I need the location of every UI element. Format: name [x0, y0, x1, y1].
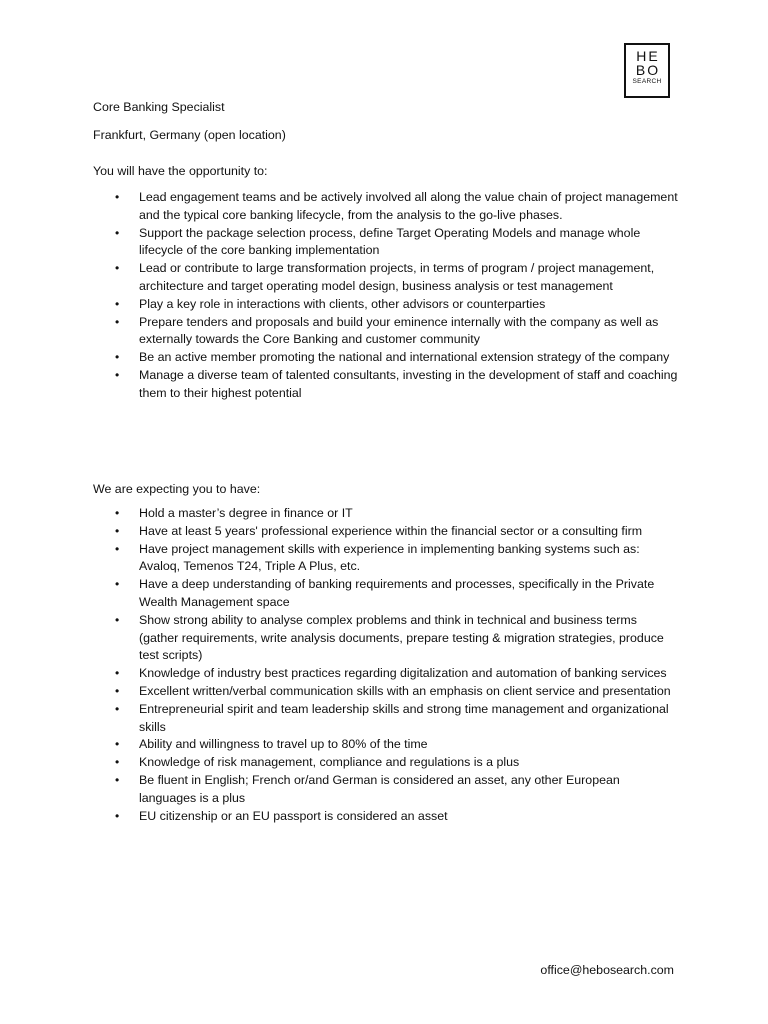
- list-item: [0, 754, 768, 772]
- list-item: [0, 225, 768, 261]
- hebo-search-logo: [624, 43, 670, 98]
- list-item: [0, 260, 768, 296]
- opportunity-list: [0, 189, 768, 403]
- list-item: [0, 772, 768, 808]
- list-item: [0, 367, 768, 403]
- job-title: Core Banking Specialist: [93, 100, 225, 114]
- contact-email[interactable]: office@hebosearch.com: [540, 963, 674, 977]
- list-item-text: Knowledge of industry best practices regarding digitalization and automation of banking services: [139, 666, 667, 681]
- list-item-text: Have project management skills with experience in implementing banking systems such as: Avaloq, Temenos T24, Triple A Plus, etc.: [139, 541, 640, 574]
- list-item-text: Prepare tenders and proposals and build your eminence internally with the company as well as externally towards the Core Banking and customer community: [139, 314, 659, 347]
- list-item-text: Ability and willingness to travel up to 80% of the time: [139, 737, 428, 752]
- list-item-text: Lead or contribute to large transformation projects, in terms of program / project management, architecture and target operating model design, business analysis or test management: [139, 261, 655, 293]
- bullet-icon: •: [115, 683, 120, 698]
- list-item: [0, 541, 768, 577]
- list-item-text: Have a deep understanding of banking requirements and processes, specifically in the Private Wealth Management space: [139, 577, 655, 609]
- list-item: [0, 612, 768, 665]
- list-item: [0, 296, 768, 314]
- list-item: [0, 665, 768, 683]
- list-item: [0, 523, 768, 541]
- bullet-icon: •: [115, 577, 120, 592]
- job-location: Frankfurt, Germany (open location): [93, 128, 286, 142]
- logo-line-1: HE: [636, 48, 660, 64]
- logo-line-2: BO: [635, 62, 661, 78]
- list-item: [0, 314, 768, 350]
- list-item: [0, 189, 768, 225]
- bullet-icon: •: [115, 296, 120, 311]
- list-item: [0, 701, 768, 737]
- bullet-icon: •: [115, 737, 120, 752]
- bullet-icon: •: [115, 701, 120, 716]
- bullet-icon: •: [115, 225, 120, 240]
- list-item-text: Have at least 5 years' professional experience within the financial sector or a consulting firm: [139, 523, 643, 538]
- bullet-icon: •: [115, 367, 120, 382]
- list-item: [0, 349, 768, 367]
- list-item: [0, 576, 768, 612]
- expectations-heading: We are expecting you to have:: [93, 482, 261, 496]
- list-item-text: Be an active member promoting the national and international extension strategy of the company: [139, 350, 670, 365]
- list-item-text: Manage a diverse team of talented consultants, investing in the development of staff and coaching them to their highest potential: [139, 367, 678, 400]
- bullet-icon: •: [115, 755, 120, 770]
- list-item-text: Play a key role in interactions with clients, other advisors or counterparties: [139, 296, 546, 311]
- bullet-icon: •: [115, 612, 120, 627]
- bullet-icon: •: [115, 350, 120, 365]
- expectations-list: [0, 505, 768, 825]
- list-item-text: Lead engagement teams and be actively involved all along the value chain of project management and the typical core banking lifecycle, from the analysis to the go-live phases.: [139, 190, 678, 222]
- list-item-text: Entrepreneurial spirit and team leadership skills and strong time management and organizational skills: [139, 701, 669, 734]
- list-item-text: Hold a master’s degree in finance or IT: [139, 506, 353, 520]
- bullet-icon: •: [115, 190, 120, 204]
- list-item-text: Excellent written/verbal communication skills with an emphasis on client service and presentation: [139, 683, 671, 698]
- opportunity-heading: You will have the opportunity to:: [93, 164, 268, 178]
- list-item-text: Show strong ability to analyse complex problems and think in technical and business terms (gather requirements, write analysis documents, prepare testing & migration strategies, produce test scripts): [139, 612, 664, 663]
- list-item: [0, 808, 768, 826]
- bullet-icon: •: [115, 666, 120, 681]
- logo-line-3: SEARCH: [632, 78, 662, 85]
- bullet-icon: •: [115, 523, 120, 538]
- bullet-icon: •: [115, 808, 120, 823]
- list-item-text: Be fluent in English; French or/and German is considered an asset, any other European languages is a plus: [139, 772, 620, 805]
- list-item: [0, 736, 768, 754]
- list-item-text: EU citizenship or an EU passport is considered an asset: [139, 808, 448, 823]
- list-item-text: Knowledge of risk management, compliance and regulations is a plus: [139, 755, 520, 770]
- bullet-icon: •: [115, 541, 120, 556]
- bullet-icon: •: [115, 506, 120, 520]
- list-item: [0, 683, 768, 701]
- bullet-icon: •: [115, 261, 120, 276]
- list-item: [0, 505, 768, 523]
- bullet-icon: •: [115, 772, 120, 787]
- list-item-text: Support the package selection process, define Target Operating Models and manage whole lifecycle of the core banking implementation: [139, 225, 641, 258]
- bullet-icon: •: [115, 314, 120, 329]
